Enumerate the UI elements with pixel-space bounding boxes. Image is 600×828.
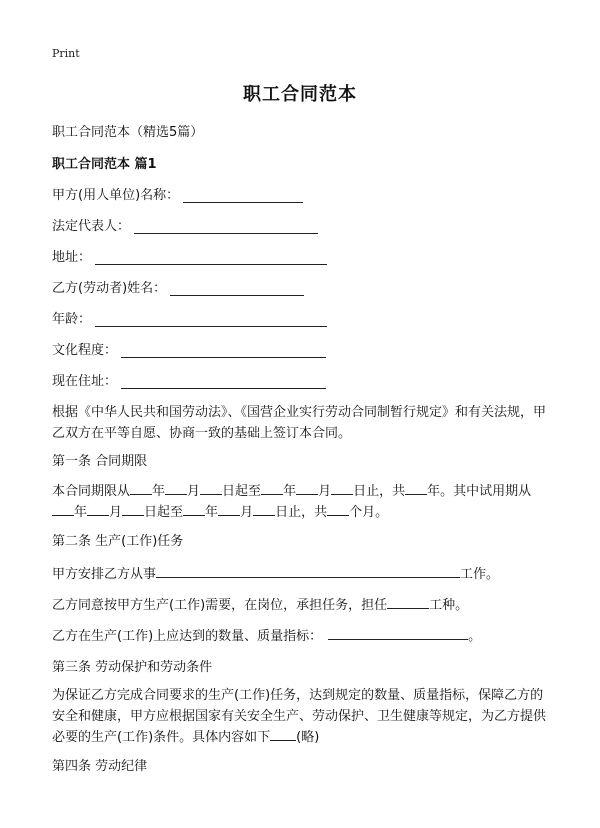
article-2-title: 第二条 生产(工作)任务	[52, 534, 184, 549]
field-label: 地址：	[52, 250, 92, 265]
text: 年	[283, 484, 297, 499]
text: 甲方安排乙方从事	[52, 567, 157, 582]
fill-in-blank[interactable]	[253, 504, 275, 516]
fill-in-blank[interactable]	[270, 729, 296, 741]
text: 本合同期限从	[52, 484, 131, 499]
text: 工作。	[460, 567, 500, 582]
text: 日起至	[144, 505, 184, 520]
article-2-line-2	[52, 594, 468, 613]
fill-in-blank[interactable]	[95, 252, 327, 265]
fill-in-blank[interactable]	[130, 483, 152, 495]
text: 月	[109, 505, 123, 520]
text: 日止，共	[275, 505, 328, 520]
fill-in-blank[interactable]	[121, 376, 326, 389]
fill-in-blank[interactable]	[218, 504, 240, 516]
text: 月	[240, 505, 254, 520]
field-label: 现在住址：	[52, 374, 118, 389]
document-subtitle: 职工合同范本（精选5篇）	[52, 125, 204, 140]
fill-in-blank[interactable]	[95, 314, 327, 327]
document-title: 职工合同范本	[243, 84, 357, 105]
fill-in-blank[interactable]	[405, 483, 427, 495]
fill-in-blank[interactable]	[328, 628, 468, 640]
fill-in-blank[interactable]	[156, 566, 460, 578]
fill-in-blank[interactable]	[52, 504, 74, 516]
field-employee-name	[52, 277, 304, 296]
text: 年	[205, 505, 219, 520]
fill-in-blank[interactable]	[331, 483, 353, 495]
field-age	[52, 308, 327, 327]
text: 月	[187, 484, 201, 499]
section-title: 职工合同范本 篇1	[52, 157, 157, 172]
fill-in-blank[interactable]	[183, 504, 205, 516]
article-1-paragraph	[52, 481, 548, 523]
field-address	[52, 246, 327, 265]
text: 个月。	[349, 505, 389, 520]
fill-in-blank[interactable]	[327, 504, 349, 516]
intro-paragraph: 根据《中华人民共和国劳动法》、《国营企业实行劳动合同制暂行规定》和有关法规，甲乙双方在平等自愿、协商一致的基础上签订本合同。	[52, 405, 547, 441]
text: 为保证乙方完成合同要求的生产(工作)任务，达到规定的数量、质量指标，保障乙方的安全和健康，甲方应根据国家有关安全生产、劳动保护、卫生健康等规定，为乙方提供必要的生产(工作)条件。具体内容如下	[52, 688, 547, 745]
article-4-title: 第四条 劳动纪律	[52, 759, 148, 774]
article-3-title: 第三条 劳动保护和劳动条件	[52, 660, 213, 675]
fill-in-blank[interactable]	[165, 483, 187, 495]
text: 日止，共	[353, 484, 406, 499]
fill-in-blank[interactable]	[121, 345, 326, 358]
text: 工种。	[429, 598, 469, 613]
field-current-address	[52, 370, 326, 389]
article-3-paragraph	[52, 685, 548, 748]
article-1-title: 第一条 合同期限	[52, 454, 148, 469]
fill-in-blank[interactable]	[122, 504, 144, 516]
fill-in-blank[interactable]	[387, 597, 429, 609]
field-employer-name	[52, 184, 303, 203]
text: 月	[318, 484, 332, 499]
text: 年	[74, 505, 88, 520]
fill-in-blank[interactable]	[261, 483, 283, 495]
text: 乙方同意按甲方生产(工作)需要，在岗位，承担任务，担任	[52, 598, 388, 613]
field-label: 文化程度：	[52, 343, 118, 358]
field-label: 乙方(劳动者)姓名：	[52, 281, 167, 296]
text: 年	[152, 484, 166, 499]
fill-in-blank[interactable]	[134, 221, 318, 234]
print-label: Print	[52, 47, 80, 60]
field-label: 甲方(用人单位)名称：	[52, 188, 180, 203]
text: 乙方在生产(工作)上应达到的数量、质量指标：	[52, 629, 323, 644]
text: 年。其中试用期从	[427, 484, 532, 499]
field-education	[52, 339, 326, 358]
fill-in-blank[interactable]	[296, 483, 318, 495]
text: 日起至	[222, 484, 262, 499]
article-2-line-1	[52, 563, 499, 582]
field-legal-representative	[52, 215, 318, 234]
text: 。	[468, 629, 482, 644]
fill-in-blank[interactable]	[170, 283, 304, 296]
text: (略)	[296, 730, 320, 745]
fill-in-blank[interactable]	[87, 504, 109, 516]
fill-in-blank[interactable]	[200, 483, 222, 495]
article-2-line-3	[52, 625, 481, 644]
field-label: 年龄：	[52, 312, 92, 327]
field-label: 法定代表人：	[52, 219, 131, 234]
fill-in-blank[interactable]	[183, 190, 303, 203]
